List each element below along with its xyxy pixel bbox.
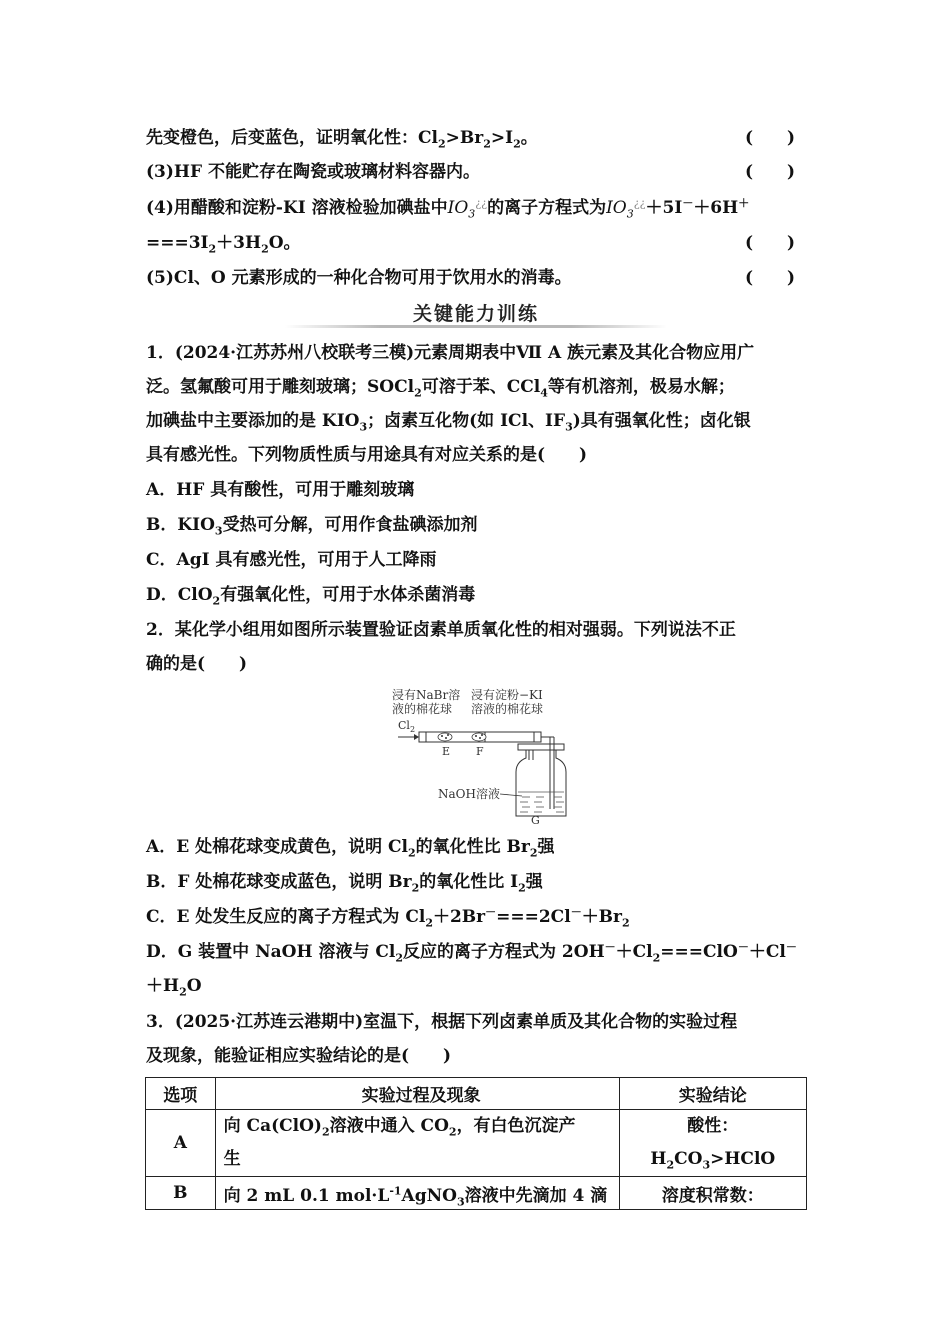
q2-stem-line-1: 2．某化学小组用如图所示装置验证卤素单质氧化性的相对强弱。下列说法不正 bbox=[146, 620, 736, 640]
prev-statement-5: (5)Cl、O 元素形成的一种化合物可用于饮用水的消毒。 bbox=[146, 268, 572, 288]
experiment-table bbox=[145, 1077, 807, 1210]
label-cl2: $Cl_2$ bbox=[398, 719, 416, 734]
q2-option-a: A．E 处棉花球变成黄色，说明 $Cl_2$的氧化性比 $Br_2$强 bbox=[146, 837, 555, 860]
q2-stem-line-2: 确的是( ) bbox=[146, 654, 248, 674]
q1-stem-line-1: 1．(2024·江苏苏州八校联考三模)元素周期表中Ⅶ A 族元素及其化合物应用广 bbox=[146, 343, 755, 363]
q1-stem-line-2: 泛。氢氟酸可用于雕刻玻璃；SOCl$_2$可溶于苯、CCl$_4$等有机溶剂，极易水解； bbox=[146, 377, 735, 400]
row-b-option: B bbox=[146, 1177, 216, 1210]
label-ki-line2: 溶液的棉花球 bbox=[471, 702, 544, 716]
q1-option-d: D．ClO$_2$有强氧化性，可用于水体杀菌消毒 bbox=[146, 585, 476, 608]
q1-stem-line-3: 加碘盐中主要添加的是 $KIO_3$；卤素互化物(如 ICl、$IF_3$)具有强氧化性；卤化银 bbox=[146, 411, 751, 434]
label-nabr-line2: 液的棉花球 bbox=[392, 702, 453, 716]
q1-option-b: B．$KIO_3$受热可分解，可用作食盐碘添加剂 bbox=[146, 515, 478, 538]
table-header-row bbox=[146, 1078, 807, 1110]
label-ki-line1: 浸有淀粉−KI bbox=[471, 688, 543, 702]
row-a-option: A bbox=[146, 1110, 216, 1177]
stopper-left bbox=[419, 732, 426, 742]
q2-option-b: B．F 处棉花球变成蓝色，说明 $Br_2$的氧化性比 $I_2$强 bbox=[146, 872, 543, 895]
q2-option-c: C．E 处发生反应的离子方程式为 $Cl_2+2Br^-===2Cl^-+Br_2$ bbox=[146, 905, 630, 930]
label-g: G bbox=[531, 814, 540, 824]
row-b-conclusion: 溶度积常数： bbox=[619, 1177, 806, 1210]
table-row bbox=[146, 1177, 807, 1210]
section-title bbox=[285, 297, 667, 331]
q2-option-d: D．G 装置中 NaOH 溶液与 $Cl_2$反应的离子方程式为 $2OH^-+Cl_2===ClO^-+Cl^-$ bbox=[146, 940, 797, 965]
cotton-ball-f bbox=[472, 733, 486, 741]
answer-blank: ( ) bbox=[745, 128, 796, 148]
q3-stem-line-2: 及现象，能验证相应实验结论的是( ) bbox=[146, 1046, 452, 1066]
header-procedure: 实验过程及现象 bbox=[215, 1078, 619, 1110]
absorption-bottle bbox=[516, 744, 566, 816]
q2-option-d-cont: $+H_2O$ bbox=[146, 976, 202, 999]
row-a-procedure: 向 $Ca(ClO)_2$溶液中通入 $CO_2$，有白色沉淀产 生 bbox=[215, 1110, 619, 1177]
stopper-right bbox=[534, 732, 541, 742]
label-f: F bbox=[476, 745, 484, 758]
section-title-text: 关键能力训练 bbox=[412, 303, 539, 325]
apparatus-diagram bbox=[388, 684, 568, 824]
q1-option-a: A．HF 具有酸性，可用于雕刻玻璃 bbox=[146, 480, 415, 500]
header-option: 选项 bbox=[146, 1078, 216, 1110]
q3-stem-line-1: 3．(2025·江苏连云港期中)室温下，根据下列卤素单质及其化合物的实验过程 bbox=[146, 1012, 738, 1032]
cotton-ball-e bbox=[438, 733, 452, 741]
row-a-conclusion: 酸性： $H_2CO_3>HClO$ bbox=[619, 1110, 806, 1177]
label-e: E bbox=[442, 745, 451, 758]
row-b-procedure: 向 2 mL 0.1 $mol\cdot L^{-1}AgNO_3$溶液中先滴加 4 滴 bbox=[215, 1177, 619, 1210]
prev-statement-4: (4)用醋酸和淀粉-KI 溶液检验加碘盐中$IO_3^{¿¿}$的离子方程式为$IO_3^{¿¿}+5I^-+6H^+$ bbox=[146, 196, 750, 221]
naoh-liquid bbox=[518, 792, 564, 812]
header-conclusion: 实验结论 bbox=[619, 1078, 806, 1110]
answer-blank: ( ) bbox=[745, 268, 796, 288]
section-divider bbox=[285, 325, 667, 328]
answer-blank: ( ) bbox=[745, 233, 796, 253]
prev-statement-3: (3)HF 不能贮存在陶瓷或玻璃材料容器内。 bbox=[146, 162, 480, 182]
label-nabr-line1: 浸有NaBr溶 bbox=[392, 688, 461, 702]
q1-stem-line-4: 具有感光性。下列物质性质与用途具有对应关系的是( ) bbox=[146, 445, 588, 465]
label-naoh: NaOH溶液 bbox=[438, 787, 500, 801]
q1-option-c: C．AgI 具有感光性，可用于人工降雨 bbox=[146, 550, 437, 570]
table-row bbox=[146, 1110, 807, 1177]
answer-blank: ( ) bbox=[745, 162, 796, 182]
prev-statement-4-cont: $===3I_2+3H_2O$。 bbox=[146, 233, 301, 256]
prev-statement-2-end: 先变橙色，后变蓝色，证明氧化性：$Cl_2>Br_2>I_2$。 bbox=[146, 128, 538, 151]
